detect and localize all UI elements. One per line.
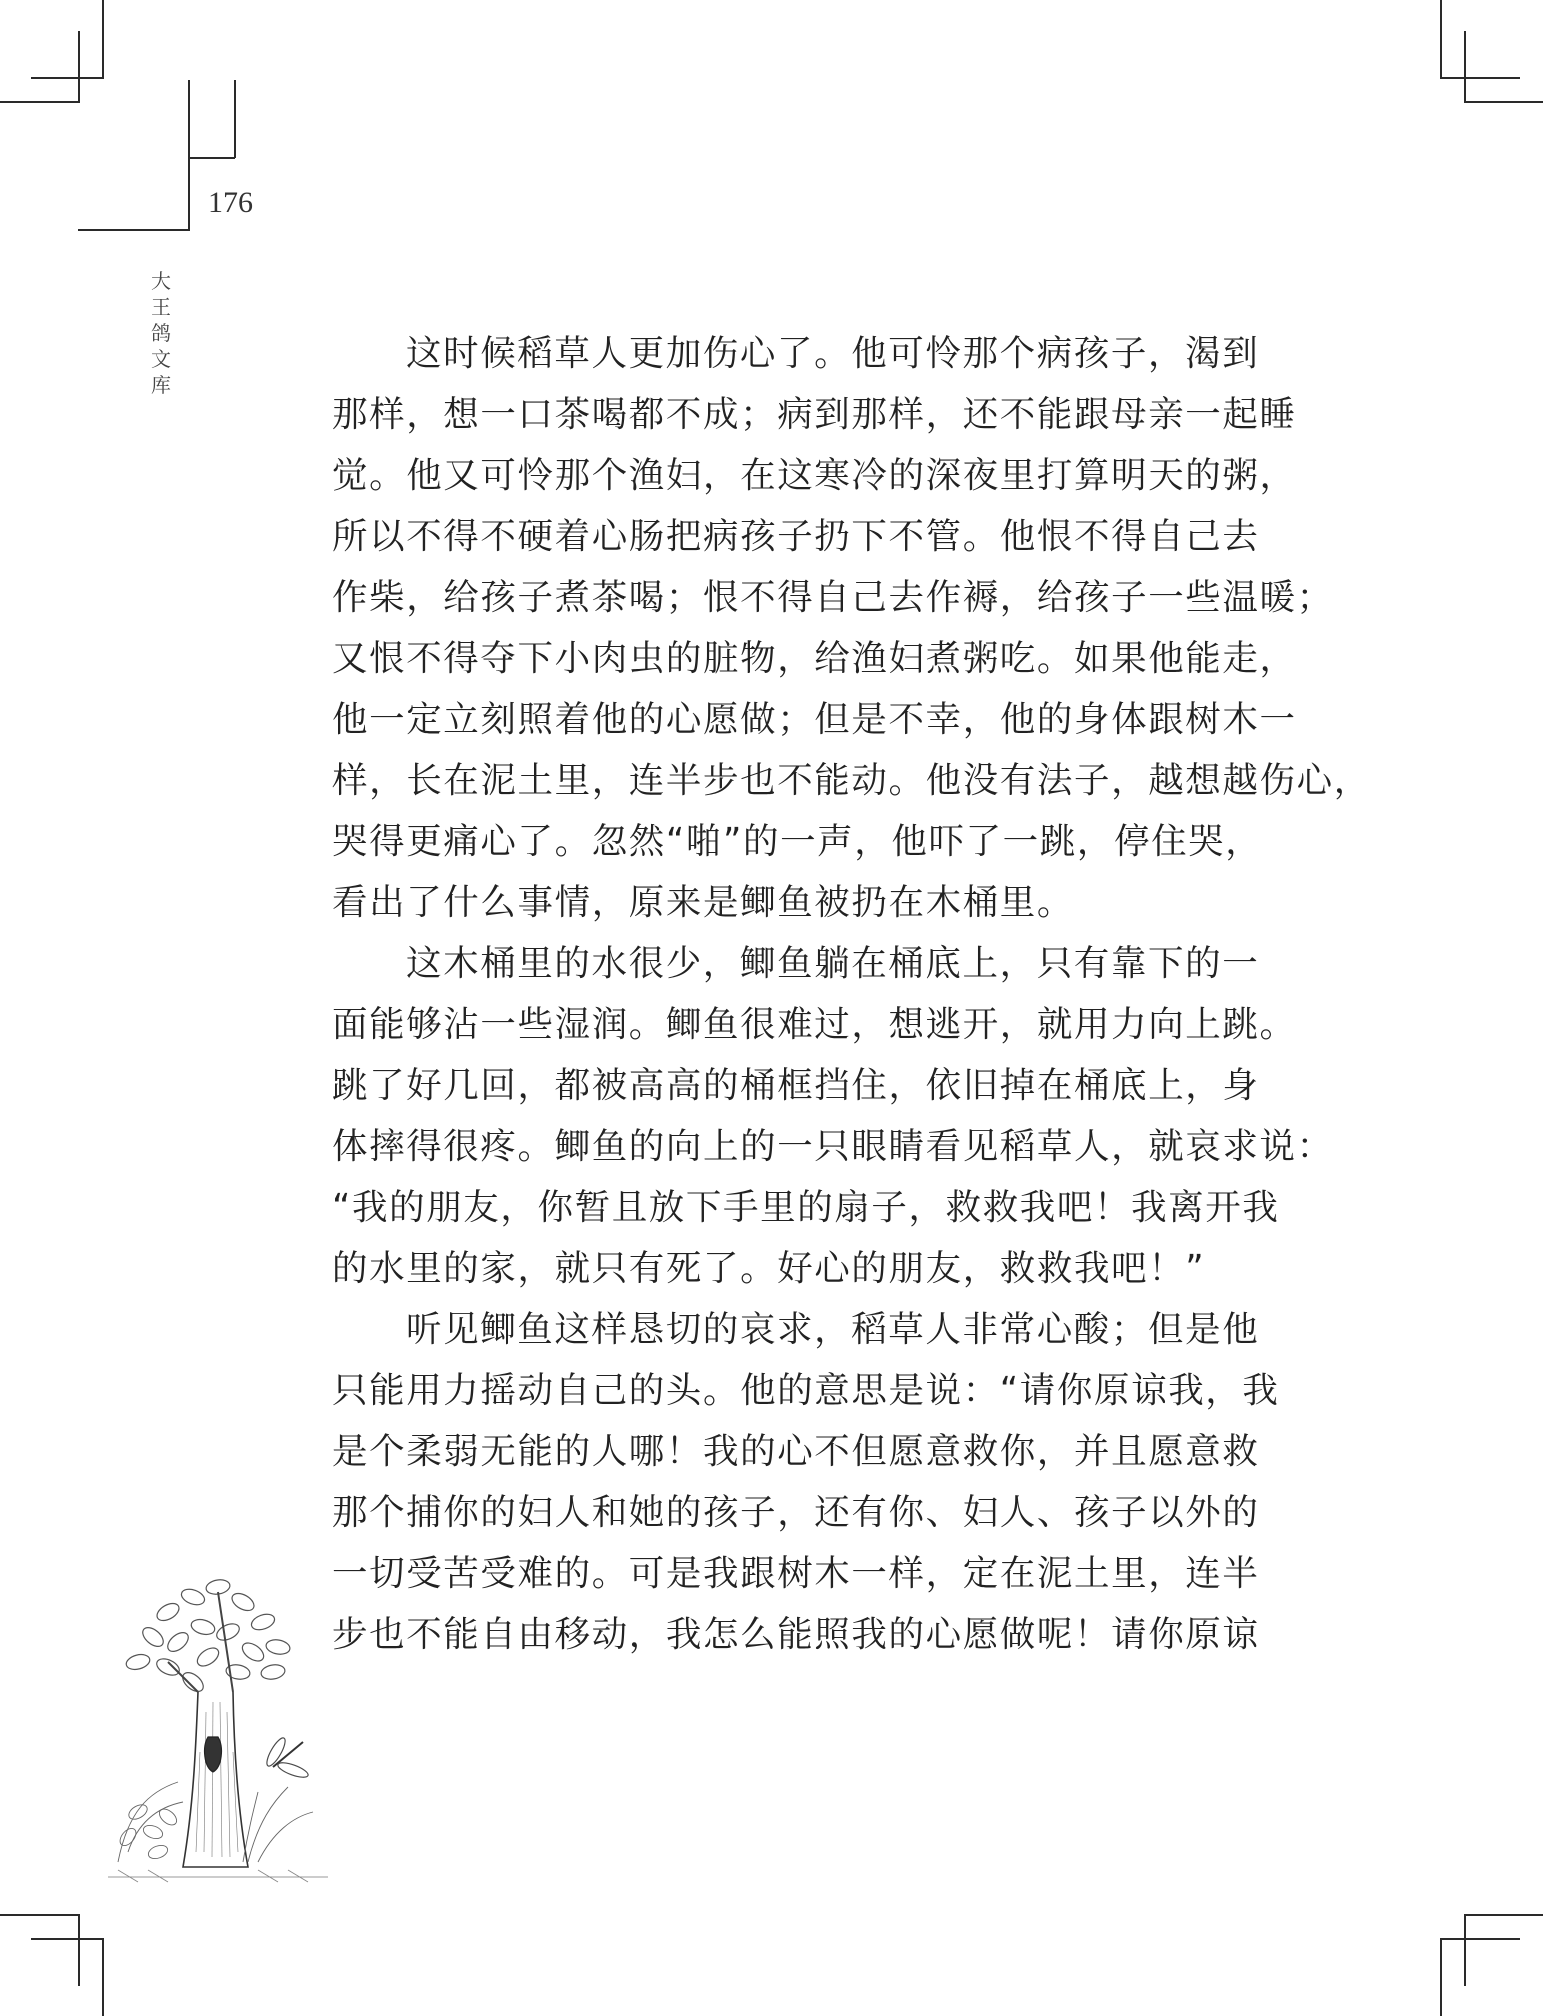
crop-mark [0,1914,79,1916]
crop-mark [1464,31,1466,103]
text-line: 是个柔弱无能的人哪！我的心不但愿意救你，并且愿意救 [332,1431,1260,1472]
header-rule [188,80,190,230]
leaves [125,1578,291,1695]
crop-mark [1464,101,1543,103]
text-line: 的水里的家，就只有死了。好心的朋友，救救我吧！” [332,1248,1206,1289]
page-number: 176 [208,186,253,219]
crop-mark [78,1914,80,1986]
tree-illustration-icon [98,1552,338,1912]
text-line: 面能够沾一些湿润。鲫鱼很难过，想逃开，就用力向上跳。 [332,1004,1297,1045]
crop-mark [1464,1914,1466,1986]
text-line: 觉。他又可怜那个渔妇，在这寒冷的深夜里打算明天的粥， [332,455,1297,496]
header-rule [188,157,235,159]
header-rule [78,229,190,231]
text-line: 样，长在泥土里，连半步也不能动。他没有法子，越想越伤心， [332,760,1371,801]
series-title-char: 鸽 [151,321,171,345]
crop-mark [31,77,104,79]
crop-mark [31,1938,104,1940]
series-title-char: 库 [151,373,171,397]
crop-mark [78,31,80,103]
text-line: 又恨不得夺下小肉虫的脏物，给渔妇煮粥吃。如果他能走， [332,638,1297,679]
text-line: 所以不得不硬着心肠把病孩子扔下不管。他恨不得自己去 [332,516,1260,557]
header-rule [234,80,236,158]
crop-mark [1440,1938,1442,2016]
text-line: 这木桶里的水很少，鲫鱼躺在桶底上，只有靠下的一 [406,943,1260,984]
crop-mark [102,0,104,78]
series-title-char: 文 [151,347,171,371]
text-line: 他一定立刻照着他的心愿做；但是不幸，他的身体跟树木一 [332,699,1297,740]
body-text [332,323,1371,1665]
text-line: 作柴，给孩子煮茶喝；恨不得自己去作褥，给孩子一些温暖； [332,577,1334,618]
crop-mark [1440,77,1520,79]
series-title-char: 大 [151,269,171,293]
crop-mark [102,1938,104,2016]
text-line: 看出了什么事情，原来是鲫鱼被扔在木桶里。 [332,882,1075,923]
text-line: 一切受苦受难的。可是我跟树木一样，定在泥土里，连半 [332,1553,1260,1594]
crop-mark [1464,1914,1543,1916]
text-line: 听见鲫鱼这样恳切的哀求，稻草人非常心酸；但是他 [406,1309,1260,1350]
text-line: 那个捕你的妇人和她的孩子，还有你、妇人、孩子以外的 [332,1492,1260,1533]
series-title-char: 王 [151,295,171,319]
text-line: 哭得更痛心了。忽然“啪”的一声，他吓了一跳，停住哭， [332,821,1263,862]
text-line: 跳了好几回，都被高高的桶框挡住，依旧掉在桶底上，身 [332,1065,1260,1106]
text-line: 体摔得很疼。鲫鱼的向上的一只眼睛看见稻草人，就哀求说： [332,1126,1334,1167]
text-line: 步也不能自由移动，我怎么能照我的心愿做呢！请你原谅 [332,1614,1260,1655]
series-title [148,268,174,398]
text-line: 那样，想一口茶喝都不成；病到那样，还不能跟母亲一起睡 [332,394,1297,435]
crop-mark [1440,0,1442,78]
crop-mark [1440,1938,1520,1940]
text-line: “我的朋友，你暂且放下手里的扇子，救救我吧！我离开我 [332,1187,1280,1228]
crop-mark [0,101,79,103]
text-line: 只能用力摇动自己的头。他的意思是说：“请你原谅我，我 [332,1370,1280,1411]
text-line: 这时候稻草人更加伤心了。他可怜那个病孩子，渴到 [406,333,1260,374]
